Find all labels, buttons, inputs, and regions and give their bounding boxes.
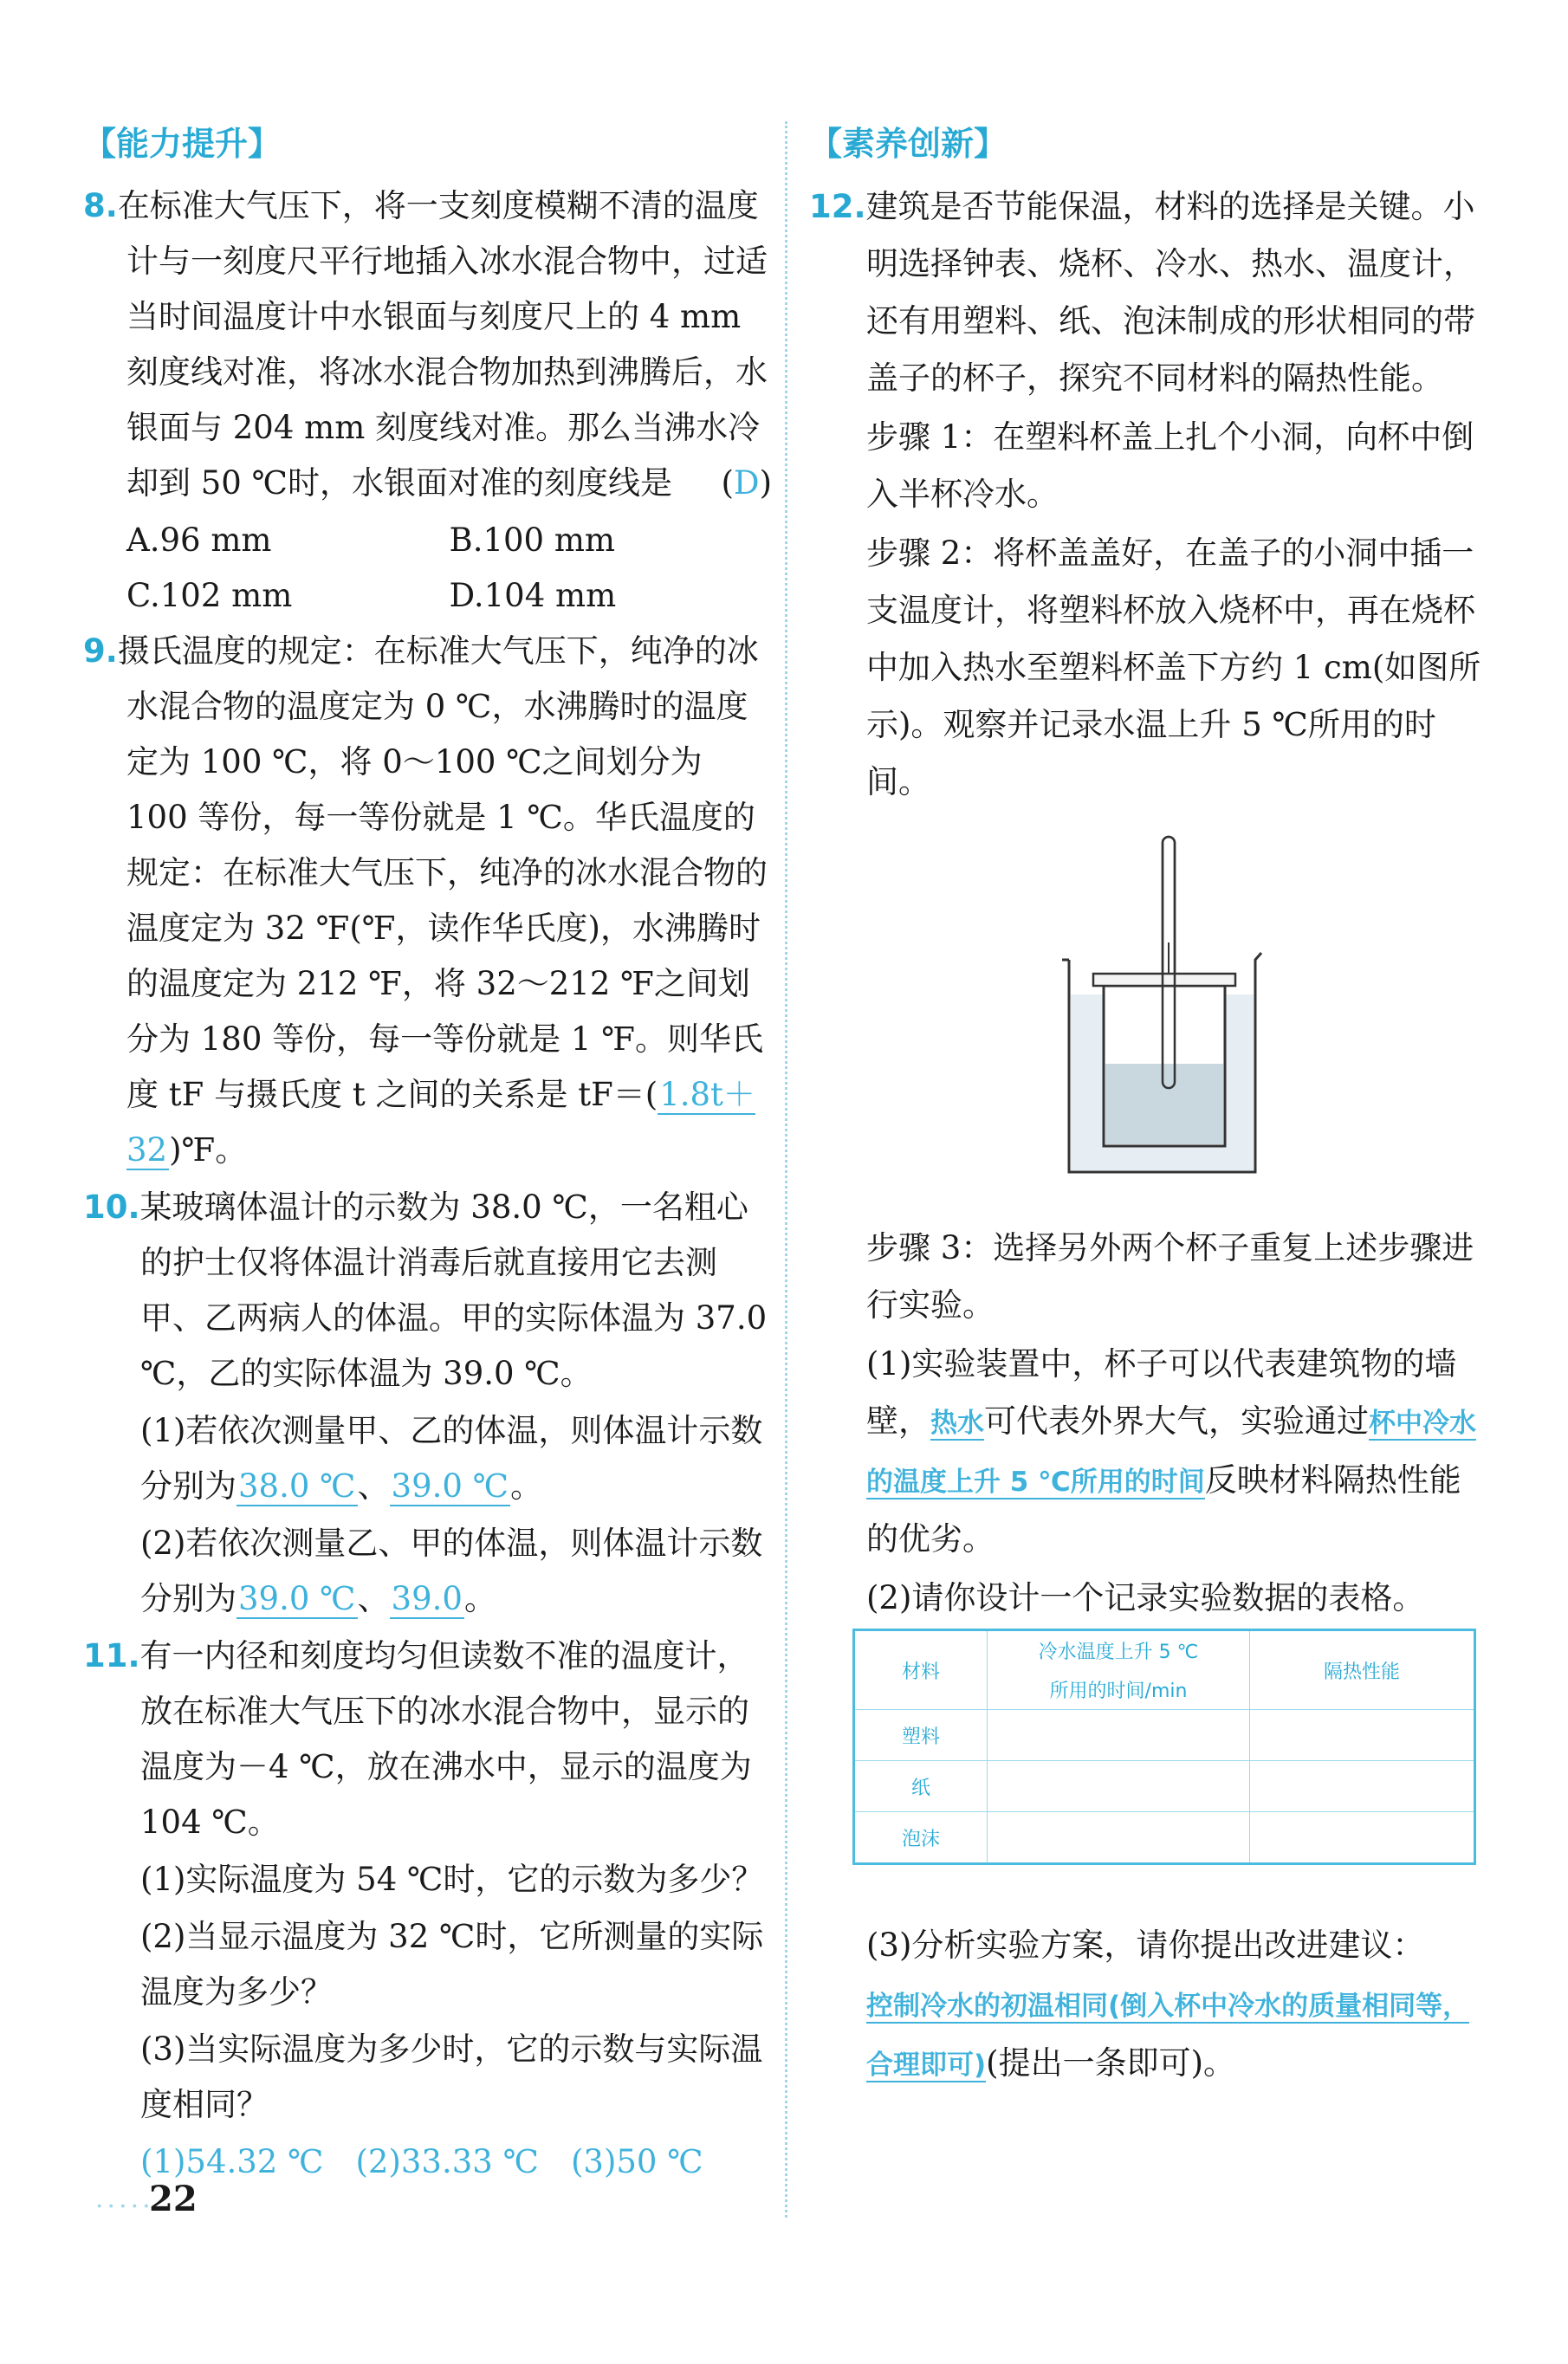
- part-text: 可代表外界大气，实验通过: [984, 1402, 1369, 1440]
- answer-blank: 39.0: [391, 1580, 463, 1617]
- table-cell-empty: [988, 1761, 1250, 1812]
- table-cell-empty: [988, 1710, 1250, 1761]
- question-11-part-2: (2)当显示温度为 32 ℃时，它所测量的实际温度为多少？: [140, 1918, 764, 2011]
- part-text: (2)若依次测量乙、甲的体温，则体温计示数分别为: [140, 1525, 763, 1617]
- table-cell-empty: [1250, 1761, 1475, 1812]
- question-number: 12.: [809, 188, 866, 225]
- step-1: 步骤 1：在塑料杯盖上扎个小洞，向杯中倒入半杯冷水。: [866, 418, 1474, 513]
- cup-lid: [1093, 974, 1235, 986]
- table-cell-material: 泡沫: [854, 1812, 988, 1864]
- question-12-part-3: (3)分析实验方案，请你提出改进建议：: [866, 1927, 1425, 1964]
- header-time-line2: 所用的时间/min: [1049, 1681, 1188, 1702]
- question-10: [83, 1180, 772, 1402]
- table-cell-empty: [1250, 1710, 1475, 1761]
- section-title-ability: 【能力提升】: [83, 125, 282, 163]
- period: 。: [463, 1580, 496, 1617]
- question-10-part-2: [83, 1516, 772, 1627]
- part-text: 反映材料隔热性能的优劣。: [866, 1461, 1461, 1558]
- table-cell-empty: [988, 1812, 1250, 1864]
- question-12-part-3-answer: [809, 1976, 1485, 2094]
- table-row: [854, 1710, 1475, 1761]
- answer-blank: 杯中冷水的温度上升 5 ℃所用的时间: [866, 1408, 1476, 1498]
- option-a: A.96 mm: [126, 521, 272, 559]
- question-8: [83, 178, 772, 511]
- answer-blank: 热水: [930, 1408, 984, 1439]
- table-header-material: 材料: [854, 1630, 988, 1710]
- question-tail: )℉。: [169, 1131, 248, 1169]
- table-cell-empty: [1250, 1812, 1475, 1864]
- options-row-1: [83, 513, 772, 568]
- question-9: [83, 624, 772, 1178]
- question-number: 10.: [83, 1188, 140, 1226]
- answer-blank: 控制冷水的初温相同(倒入杯中冷水的质量相同等，合理即可): [866, 1991, 1470, 2081]
- data-table: [852, 1629, 1476, 1865]
- question-text: 建筑是否节能保温，材料的选择是关键。小明选择钟表、烧杯、冷水、热水、温度计，还有用塑料、纸、泡沫制成的形状相同的带盖子的杯子，探究不同材料的隔热性能。: [865, 188, 1475, 397]
- question-11-answer: (1)54.32 ℃ (2)33.33 ℃ (3)50 ℃: [140, 2143, 703, 2180]
- question-12-part-2: (2)请你设计一个记录实验数据的表格。: [866, 1579, 1425, 1616]
- table-header-row: [854, 1630, 1475, 1710]
- header-time-line1: 冷水温度上升 5 ℃: [1038, 1642, 1199, 1663]
- answer-bracket: (D): [721, 464, 772, 502]
- table-header-insulation: 隔热性能: [1250, 1630, 1475, 1710]
- table-row: [854, 1812, 1475, 1864]
- table-row: [854, 1761, 1475, 1812]
- option-d: D.104 mm: [449, 577, 617, 614]
- page-dots: ·····: [95, 2192, 154, 2222]
- right-column: [809, 121, 1485, 2095]
- cold-water: [1105, 1064, 1223, 1144]
- period: 。: [510, 1467, 543, 1505]
- question-11: [83, 1629, 772, 1850]
- question-text: 某玻璃体温计的示数为 38.0 ℃，一名粗心的护士仅将体温计消毒后就直接用它去测甲、乙两病人的体温。甲的实际体温为 37.0 ℃，乙的实际体温为 39.0 ℃。: [139, 1188, 768, 1392]
- question-number: 9.: [83, 632, 118, 670]
- question-12: [809, 178, 1485, 407]
- separator: 、: [357, 1467, 390, 1505]
- question-text: 摄氏温度的规定：在标准大气压下，纯净的冰水混合物的温度定为 0 ℃，水沸腾时的温度定为 100 ℃，将 0～100 ℃之间划分为 100 等份，每一等份就是 1 ℃。华氏温度的规定：在标准大气压下，纯净的冰水混合物的温度定为 32 ℉(℉，读作华氏度)，水沸腾时的温度定为 212 ℉，将 32～212 ℉之间划分为 180 等份，每一等份就是 1 ℉。则华氏度 tF 与摄氏度 t 之间的关系是 tF＝(: [117, 632, 768, 1113]
- question-11-part-3: (3)当实际温度为多少时，它的示数与实际温度相同？: [140, 2030, 763, 2123]
- left-column: [83, 121, 772, 2192]
- question-12-part-1: [809, 1336, 1485, 1568]
- experiment-figure: [809, 813, 1485, 1220]
- table-header-time: [988, 1630, 1250, 1710]
- options-row-2: [83, 568, 772, 624]
- part-text: (1)实验装置中，杯子可以代表建筑物的墙壁，: [866, 1345, 1457, 1440]
- answer-blank: 1.8t＋32: [126, 1076, 755, 1169]
- question-10-part-1: [83, 1403, 772, 1514]
- answer-blank: 38.0 ℃: [238, 1467, 356, 1505]
- option-c: C.102 mm: [126, 577, 293, 614]
- option-b: B.100 mm: [449, 521, 616, 559]
- part-tail: (提出一条即可)。: [986, 2044, 1236, 2082]
- beaker-diagram: [809, 813, 1485, 1220]
- question-number: 11.: [83, 1637, 140, 1674]
- page-number: 22: [149, 2179, 198, 2219]
- question-text: 在标准大气压下，将一支刻度模糊不清的温度计与一刻度尺平行地插入冰水混合物中，过适当时间温度计中水银面与刻度尺上的 4 mm 刻度线对准，将冰水混合物加热到沸腾后，水银面与 204 mm 刻度线对准。那么当沸水冷却到 50 ℃时，水银面对准的刻度线是: [117, 187, 768, 502]
- answer-blank: 39.0 ℃: [238, 1580, 356, 1617]
- table-cell-material: 塑料: [854, 1710, 988, 1761]
- question-11-part-1: (1)实际温度为 54 ℃时，它的示数为多少？: [140, 1861, 764, 1898]
- step-2: 步骤 2：将杯盖盖好，在盖子的小洞中插一支温度计，将塑料杯放入烧杯中，再在烧杯中加入热水至塑料杯盖下方约 1 cm(如图所示)。观察并记录水温上升 5 ℃所用的时间。: [866, 534, 1481, 800]
- answer-blank: 39.0 ℃: [391, 1467, 509, 1505]
- question-text: 有一内径和刻度均匀但读数不准的温度计，放在标准大气压下的冰水混合物中，显示的温度为－4 ℃，放在沸水中，显示的温度为 104 ℃。: [139, 1637, 752, 1841]
- section-title-innovation: 【素养创新】: [809, 125, 1008, 163]
- column-divider: [785, 121, 787, 2218]
- step-3: 步骤 3：选择另外两个杯子重复上述步骤进行实验。: [866, 1229, 1474, 1324]
- question-number: 8.: [83, 187, 118, 224]
- table-cell-material: 纸: [854, 1761, 988, 1812]
- separator: 、: [357, 1580, 390, 1617]
- part-text: (1)若依次测量甲、乙的体温，则体温计示数分别为: [140, 1412, 763, 1505]
- answer-choice: D: [733, 464, 760, 502]
